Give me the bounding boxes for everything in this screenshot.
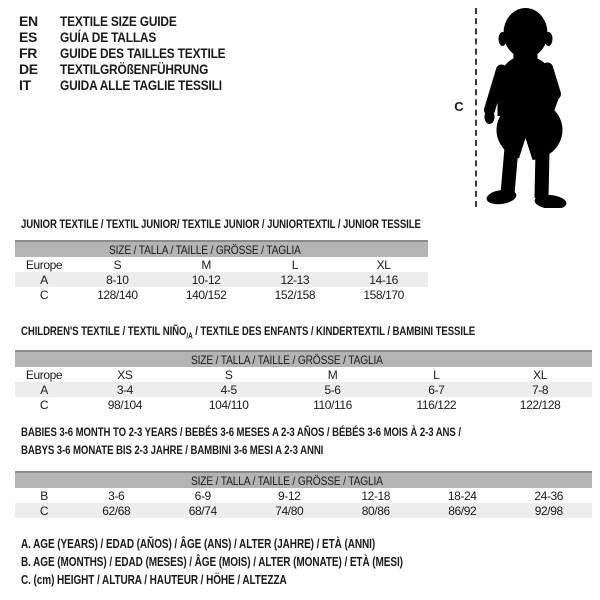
cell: 8-10 — [73, 272, 162, 287]
cell: 80/86 — [333, 503, 420, 518]
cell: 12-13 — [251, 272, 340, 287]
cell: 152/158 — [274, 287, 316, 302]
lang-row-it — [19, 77, 255, 93]
cell: 6-7 — [384, 382, 488, 397]
heading-text: / TEXTILE DES ENFANTS / KINDERTEXTIL / BAMBINI TESSILE — [192, 324, 476, 338]
lang-code: IT — [19, 77, 31, 93]
guide-title: TEXTILGRÖßENFÜHRUNG — [60, 61, 209, 77]
row-label: A — [15, 272, 73, 287]
table-title-row — [15, 472, 592, 488]
cell: 128/140 — [97, 287, 138, 302]
row-label: C — [15, 503, 73, 518]
cell: 86/92 — [419, 503, 506, 518]
guide-title: GUIDA ALLE TAGLIE TESSILI — [60, 77, 222, 93]
cell: 3-4 — [73, 382, 177, 397]
cell: 158/170 — [363, 287, 404, 302]
cell: 104/110 — [208, 397, 249, 412]
cell: 110/116 — [313, 397, 352, 412]
row-label: Europe — [25, 367, 63, 382]
legend-age-months: B. AGE (MONTHS) / EDAD (MESES) / ÂGE (MOIS) / ALTER (MONATE) / ETÀ (MESI) — [21, 555, 403, 569]
table-row — [15, 503, 592, 518]
cell: 74/80 — [246, 503, 333, 518]
cell: 98/104 — [107, 397, 143, 412]
table-title-row — [15, 241, 428, 257]
cell: 122/128 — [519, 397, 561, 412]
cell: XS — [117, 367, 133, 382]
cell: 68/74 — [160, 503, 247, 518]
cell: S — [224, 367, 233, 382]
lang-row-de — [19, 61, 255, 77]
language-title-list — [19, 13, 255, 93]
guide-title: TEXTILE SIZE GUIDE — [60, 13, 177, 29]
guide-title: GUÍA DE TALLAS — [60, 29, 157, 45]
table-row — [15, 382, 592, 397]
cell: 140/152 — [185, 287, 227, 302]
babies-size-table — [15, 471, 592, 518]
heading-line-2: BABYS 3-6 MONATE BIS 2-3 JAHRE / BAMBINI 3-6 MESI A 2-3 ANNI — [21, 443, 324, 457]
height-measure-label: C — [454, 99, 464, 114]
cell: M — [327, 367, 338, 382]
cell: 18-24 — [447, 488, 477, 503]
size-title-text: SIZE / TALLA / TAILLE / GRÖSSE / TAGLIA — [108, 242, 301, 257]
guide-title: GUIDE DES TAILLES TEXTILE — [60, 45, 226, 61]
lang-code: ES — [19, 29, 38, 45]
lang-code: DE — [19, 61, 38, 77]
size-title-bar — [15, 472, 592, 488]
cell: 9-12 — [278, 488, 301, 503]
legend — [21, 535, 498, 589]
cell: L — [291, 257, 299, 272]
row-label: B — [40, 488, 48, 503]
cell: 62/68 — [73, 503, 160, 518]
size-title-text: SIZE / TALLA / TAILLE / GRÖSSE / TAGLIA — [190, 473, 383, 488]
legend-height-cm: C. (cm) HEIGHT / ALTURA / HAUTEUR / HÖHE / ALTEZZA — [21, 573, 287, 587]
row-label: C — [39, 287, 49, 302]
table-title-row — [15, 351, 592, 367]
height-measure-line — [475, 8, 477, 207]
cell: M — [201, 257, 211, 272]
cell: 3-6 — [108, 488, 125, 503]
legend-age-years: A. AGE (YEARS) / EDAD (AÑOS) / ÂGE (ANS) / ALTER (JAHRE) / ETÀ (ANNI) — [21, 537, 376, 551]
size-title-text: SIZE / TALLA / TAILLE / GRÖSSE / TAGLIA — [190, 352, 383, 367]
cell: 4-5 — [177, 382, 281, 397]
lang-row-fr — [19, 45, 255, 61]
heading-subscript: /A — [186, 331, 193, 341]
size-title-bar — [15, 241, 428, 257]
junior-size-table — [15, 240, 428, 302]
lang-row-en — [19, 13, 255, 29]
row-label: C — [39, 397, 49, 412]
children-size-table — [15, 350, 592, 412]
cell: 6-9 — [194, 488, 211, 503]
lang-row-es — [19, 29, 255, 45]
cell: S — [113, 257, 122, 272]
cell: L — [433, 367, 440, 382]
table-row — [15, 257, 428, 272]
toddler-silhouette-icon — [484, 6, 578, 208]
size-title-bar — [15, 351, 592, 367]
table-row — [15, 272, 428, 287]
lang-code: EN — [19, 13, 38, 29]
cell: XL — [376, 257, 391, 272]
table-row — [15, 287, 428, 302]
table-row — [15, 367, 592, 382]
heading-text: CHILDREN'S TEXTILE / TEXTIL NIÑO — [21, 324, 187, 338]
cell: XL — [533, 367, 548, 382]
heading-line-1: BABIES 3-6 MONTH TO 2-3 YEARS / BEBÉS 3-6 MESES A 2-3 AÑOS / BÉBÉS 3-6 MOIS À 2-3 ANS / — [21, 425, 461, 439]
lang-code: FR — [19, 45, 38, 61]
cell: 92/98 — [506, 503, 593, 518]
cell: 116/122 — [416, 397, 457, 412]
table-row — [15, 397, 592, 412]
babies-section-heading — [21, 423, 461, 459]
row-label: A — [15, 382, 73, 397]
children-section-heading — [21, 322, 475, 345]
cell: 10-12 — [162, 272, 251, 287]
table-row — [15, 488, 592, 503]
row-label: Europe — [25, 257, 63, 272]
cell: 24-36 — [534, 488, 564, 503]
cell: 5-6 — [281, 382, 385, 397]
junior-section-heading: JUNIOR TEXTILE / TEXTIL JUNIOR/ TEXTILE JUNIOR / JUNIORTEXTIL / JUNIOR TESSILE — [21, 217, 421, 231]
cell: 12-18 — [361, 488, 391, 503]
cell: 14-16 — [339, 272, 428, 287]
cell: 7-8 — [488, 382, 592, 397]
